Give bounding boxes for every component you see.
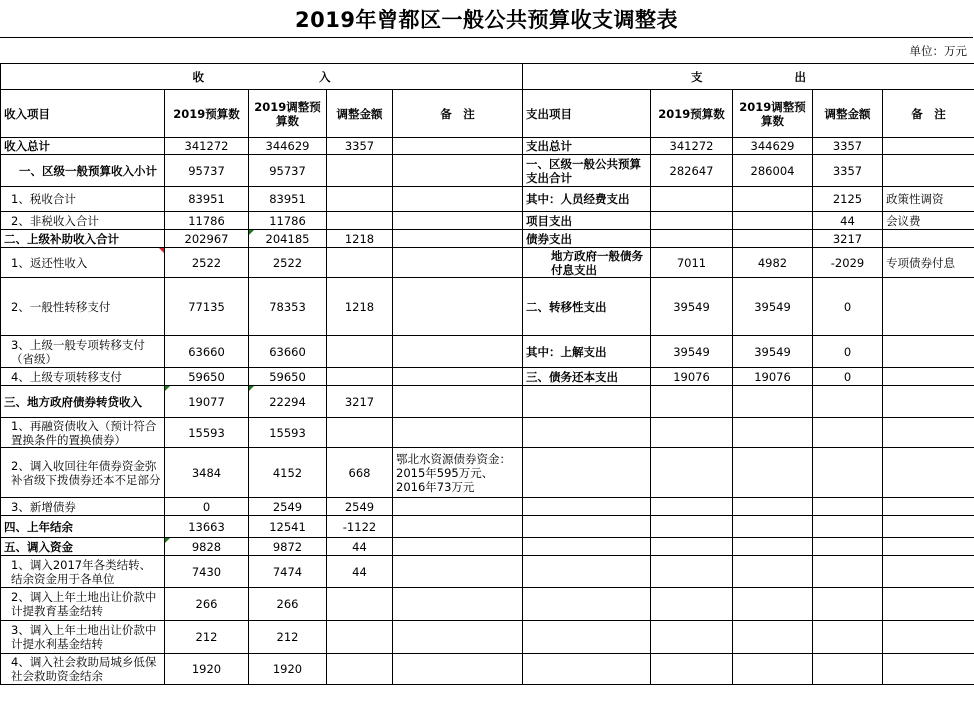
income-adj-amount-cell: -1122 (327, 516, 393, 538)
income-budget-cell: 83951 (165, 187, 249, 212)
header-expense-adjusted: 2019调整预算数 (733, 90, 813, 138)
cell-marker-icon (165, 386, 170, 391)
expense-budget-cell (651, 538, 733, 556)
expense-item-cell (523, 448, 651, 498)
income-adjusted-cell: 9872 (249, 538, 327, 556)
income-budget-cell: 7430 (165, 556, 249, 588)
expense-item-cell: 一、区级一般公共预算支出合计 (523, 155, 651, 187)
income-item-cell: 1、税收合计 (1, 187, 165, 212)
column-header-row (1, 90, 974, 138)
income-adjusted-cell: 63660 (249, 336, 327, 368)
income-item-cell: 收入总计 (1, 138, 165, 155)
income-adjusted-cell: 1920 (249, 654, 327, 685)
income-adj-amount-cell (327, 336, 393, 368)
expense-adj-amount-cell: 0 (813, 368, 883, 386)
expense-item-cell: 其中：上解支出 (523, 336, 651, 368)
income-adjusted-cell: 59650 (249, 368, 327, 386)
income-note-cell (393, 248, 523, 278)
income-budget-cell: 9828 (165, 538, 249, 556)
income-adjusted-cell: 12541 (249, 516, 327, 538)
table-row (1, 448, 974, 498)
table-row (1, 248, 974, 278)
income-note-cell (393, 138, 523, 155)
expense-item-cell: 其中：人员经费支出 (523, 187, 651, 212)
income-note-cell (393, 386, 523, 418)
expense-adjusted-cell: 39549 (733, 336, 813, 368)
table-row (1, 187, 974, 212)
income-adjusted-cell: 22294 (249, 386, 327, 418)
expense-item-cell (523, 386, 651, 418)
income-note-cell (393, 278, 523, 336)
expense-budget-cell (651, 212, 733, 230)
unit-row (0, 38, 973, 64)
expense-budget-cell (651, 230, 733, 248)
income-budget-cell: 202967 (165, 230, 249, 248)
income-section-header: 收 入 (1, 64, 523, 90)
income-item-cell: 4、上级专项转移支付 (1, 368, 165, 386)
income-budget-cell: 77135 (165, 278, 249, 336)
income-adj-amount-cell (327, 588, 393, 621)
expense-adj-amount-cell (813, 386, 883, 418)
income-adjusted-cell: 2549 (249, 498, 327, 516)
expense-adjusted-cell: 39549 (733, 278, 813, 336)
cell-marker-icon (159, 248, 164, 253)
expense-adjusted-cell: 19076 (733, 368, 813, 386)
expense-budget-cell (651, 516, 733, 538)
income-note-cell (393, 336, 523, 368)
header-expense-note: 备 注 (883, 90, 974, 138)
expense-budget-cell (651, 654, 733, 685)
table-row (1, 368, 974, 386)
income-adj-amount-cell (327, 368, 393, 386)
expense-adj-amount-cell (813, 448, 883, 498)
income-adjusted-cell: 4152 (249, 448, 327, 498)
expense-adjusted-cell (733, 516, 813, 538)
expense-budget-cell: 19076 (651, 368, 733, 386)
expense-note-cell (883, 588, 974, 621)
expense-adj-amount-cell (813, 538, 883, 556)
income-budget-cell: 0 (165, 498, 249, 516)
table-row (1, 418, 974, 448)
income-adjusted-cell: 15593 (249, 418, 327, 448)
income-note-cell (393, 516, 523, 538)
expense-section-header: 支 出 (523, 64, 974, 90)
expense-note-cell (883, 418, 974, 448)
income-adjusted-cell: 7474 (249, 556, 327, 588)
header-income-item: 收入项目 (1, 90, 165, 138)
expense-budget-cell: 341272 (651, 138, 733, 155)
expense-note-cell (883, 538, 974, 556)
expense-adj-amount-cell: 3357 (813, 155, 883, 187)
income-note-cell (393, 588, 523, 621)
table-row (1, 588, 974, 621)
expense-adjusted-cell (733, 556, 813, 588)
table-row (1, 498, 974, 516)
expense-adj-amount-cell (813, 621, 883, 654)
header-income-note: 备 注 (393, 90, 523, 138)
expense-budget-cell (651, 448, 733, 498)
table-row (1, 538, 974, 556)
income-item-cell: 1、调入2017年各类结转、结余资金用于各单位 (1, 556, 165, 588)
income-item-cell: 五、调入资金 (1, 538, 165, 556)
income-budget-cell: 3484 (165, 448, 249, 498)
table-row (1, 336, 974, 368)
income-note-cell: 鄂北水资源债券资金：2015年595万元、2016年73万元 (393, 448, 523, 498)
expense-note-cell: 会议费 (883, 212, 974, 230)
income-note-cell (393, 212, 523, 230)
income-item-cell: 3、新增债券 (1, 498, 165, 516)
income-item-cell: 3、调入上年土地出让价款中计提水利基金结转 (1, 621, 165, 654)
income-budget-cell: 11786 (165, 212, 249, 230)
expense-note-cell (883, 448, 974, 498)
income-note-cell (393, 538, 523, 556)
income-note-cell (393, 498, 523, 516)
income-adj-amount-cell: 1218 (327, 278, 393, 336)
expense-item-cell: 地方政府一般债务付息支出 (523, 248, 651, 278)
expense-adjusted-cell (733, 418, 813, 448)
income-note-cell (393, 621, 523, 654)
expense-adj-amount-cell (813, 556, 883, 588)
expense-note-cell (883, 516, 974, 538)
income-adj-amount-cell: 3217 (327, 386, 393, 418)
expense-adj-amount-cell (813, 654, 883, 685)
income-budget-cell: 2522 (165, 248, 249, 278)
expense-budget-cell: 7011 (651, 248, 733, 278)
table-row (1, 621, 974, 654)
header-income-adj-amount: 调整金额 (327, 90, 393, 138)
table-row (1, 138, 974, 155)
income-adj-amount-cell: 44 (327, 556, 393, 588)
income-budget-cell: 19077 (165, 386, 249, 418)
income-adj-amount-cell: 2549 (327, 498, 393, 516)
income-item-cell: 四、上年结余 (1, 516, 165, 538)
income-note-cell (393, 368, 523, 386)
expense-adjusted-cell (733, 448, 813, 498)
expense-item-cell (523, 538, 651, 556)
page-title: 2019年曾都区一般公共预算收支调整表 (0, 0, 973, 38)
income-note-cell (393, 556, 523, 588)
expense-item-cell (523, 418, 651, 448)
income-adj-amount-cell (327, 418, 393, 448)
income-adjusted-cell: 212 (249, 621, 327, 654)
expense-note-cell (883, 336, 974, 368)
income-budget-cell: 63660 (165, 336, 249, 368)
expense-note-cell: 政策性调资 (883, 187, 974, 212)
expense-adjusted-cell (733, 498, 813, 516)
expense-item-cell: 三、债务还本支出 (523, 368, 651, 386)
income-item-cell: 二、上级补助收入合计 (1, 230, 165, 248)
expense-item-cell: 支出总计 (523, 138, 651, 155)
income-adjusted-cell: 266 (249, 588, 327, 621)
income-budget-cell: 341272 (165, 138, 249, 155)
table-row (1, 654, 974, 685)
expense-adjusted-cell: 4982 (733, 248, 813, 278)
header-expense-adj-amount: 调整金额 (813, 90, 883, 138)
expense-note-cell (883, 278, 974, 336)
income-budget-cell: 59650 (165, 368, 249, 386)
table-row (1, 212, 974, 230)
expense-item-cell (523, 621, 651, 654)
expense-adjusted-cell (733, 230, 813, 248)
income-note-cell (393, 418, 523, 448)
income-adj-amount-cell (327, 248, 393, 278)
expense-note-cell (883, 230, 974, 248)
income-adj-amount-cell: 668 (327, 448, 393, 498)
expense-budget-cell (651, 621, 733, 654)
expense-budget-cell: 39549 (651, 278, 733, 336)
section-header-row (1, 64, 974, 90)
income-item-cell: 2、非税收入合计 (1, 212, 165, 230)
expense-adj-amount-cell (813, 418, 883, 448)
income-adjusted-cell: 78353 (249, 278, 327, 336)
income-adj-amount-cell (327, 187, 393, 212)
income-item-cell: 3、上级一般专项转移支付（省级） (1, 336, 165, 368)
expense-item-cell: 债券支出 (523, 230, 651, 248)
expense-budget-cell: 282647 (651, 155, 733, 187)
expense-item-cell (523, 516, 651, 538)
income-budget-cell: 1920 (165, 654, 249, 685)
income-item-cell: 1、再融资债收入（预计符合置换条件的置换债券） (1, 418, 165, 448)
income-item-cell: 2、一般性转移支付 (1, 278, 165, 336)
expense-item-cell (523, 588, 651, 621)
expense-note-cell (883, 498, 974, 516)
expense-adj-amount-cell: 0 (813, 278, 883, 336)
header-income-adjusted: 2019调整预算数 (249, 90, 327, 138)
income-item-cell: 2、调入收回往年债券资金弥补省级下拨债券还本不足部分 (1, 448, 165, 498)
income-note-cell (393, 187, 523, 212)
expense-note-cell (883, 621, 974, 654)
income-note-cell (393, 155, 523, 187)
table-row (1, 516, 974, 538)
header-income-budget: 2019预算数 (165, 90, 249, 138)
cell-marker-icon (249, 230, 254, 235)
expense-adjusted-cell (733, 588, 813, 621)
expense-adjusted-cell (733, 386, 813, 418)
expense-adjusted-cell: 286004 (733, 155, 813, 187)
expense-item-cell: 二、转移性支出 (523, 278, 651, 336)
income-budget-cell: 13663 (165, 516, 249, 538)
income-adj-amount-cell (327, 621, 393, 654)
income-note-cell (393, 654, 523, 685)
header-expense-item: 支出项目 (523, 90, 651, 138)
income-adj-amount-cell (327, 654, 393, 685)
table-row (1, 386, 974, 418)
expense-adjusted-cell (733, 538, 813, 556)
table-row (1, 155, 974, 187)
expense-adj-amount-cell: -2029 (813, 248, 883, 278)
income-adjusted-cell: 11786 (249, 212, 327, 230)
expense-note-cell (883, 556, 974, 588)
income-budget-cell: 95737 (165, 155, 249, 187)
income-item-cell: 4、调入社会救助局城乡低保社会救助资金结余 (1, 654, 165, 685)
income-item-cell: 1、返还性收入 (1, 248, 165, 278)
expense-adj-amount-cell (813, 498, 883, 516)
expense-item-cell (523, 654, 651, 685)
income-budget-cell: 15593 (165, 418, 249, 448)
expense-budget-cell (651, 556, 733, 588)
expense-budget-cell (651, 418, 733, 448)
income-item-cell: 三、地方政府债券转贷收入 (1, 386, 165, 418)
expense-budget-cell: 39549 (651, 336, 733, 368)
expense-note-cell: 专项债券付息 (883, 248, 974, 278)
income-budget-cell: 266 (165, 588, 249, 621)
expense-adj-amount-cell: 2125 (813, 187, 883, 212)
income-item-cell: 2、调入上年土地出让价款中计提教育基金结转 (1, 588, 165, 621)
table-row (1, 278, 974, 336)
expense-adjusted-cell: 344629 (733, 138, 813, 155)
expense-item-cell: 项目支出 (523, 212, 651, 230)
income-adjusted-cell: 83951 (249, 187, 327, 212)
expense-adjusted-cell (733, 654, 813, 685)
expense-budget-cell (651, 498, 733, 516)
income-note-cell (393, 230, 523, 248)
table-row (1, 556, 974, 588)
income-item-cell: 一、区级一般预算收入小计 (1, 155, 165, 187)
expense-budget-cell (651, 386, 733, 418)
income-budget-cell: 212 (165, 621, 249, 654)
expense-note-cell (883, 654, 974, 685)
expense-note-cell (883, 138, 974, 155)
expense-adjusted-cell (733, 187, 813, 212)
budget-table (0, 63, 974, 685)
expense-adj-amount-cell: 3217 (813, 230, 883, 248)
cell-marker-icon (165, 538, 170, 543)
table-row (1, 230, 974, 248)
expense-adj-amount-cell (813, 516, 883, 538)
income-adj-amount-cell: 44 (327, 538, 393, 556)
income-adj-amount-cell: 3357 (327, 138, 393, 155)
expense-item-cell (523, 498, 651, 516)
cell-marker-icon (249, 386, 254, 391)
expense-budget-cell (651, 187, 733, 212)
expense-adj-amount-cell (813, 588, 883, 621)
expense-note-cell (883, 155, 974, 187)
expense-adjusted-cell (733, 621, 813, 654)
expense-adj-amount-cell: 3357 (813, 138, 883, 155)
expense-adjusted-cell (733, 212, 813, 230)
expense-adj-amount-cell: 0 (813, 336, 883, 368)
income-adj-amount-cell: 1218 (327, 230, 393, 248)
unit-label: 单位：万元 (909, 44, 967, 58)
income-adjusted-cell: 2522 (249, 248, 327, 278)
income-adj-amount-cell (327, 212, 393, 230)
income-adjusted-cell: 95737 (249, 155, 327, 187)
expense-budget-cell (651, 588, 733, 621)
income-adjusted-cell: 204185 (249, 230, 327, 248)
income-adjusted-cell: 344629 (249, 138, 327, 155)
header-expense-budget: 2019预算数 (651, 90, 733, 138)
expense-adj-amount-cell: 44 (813, 212, 883, 230)
income-adj-amount-cell (327, 155, 393, 187)
expense-item-cell (523, 556, 651, 588)
expense-note-cell (883, 368, 974, 386)
expense-note-cell (883, 386, 974, 418)
